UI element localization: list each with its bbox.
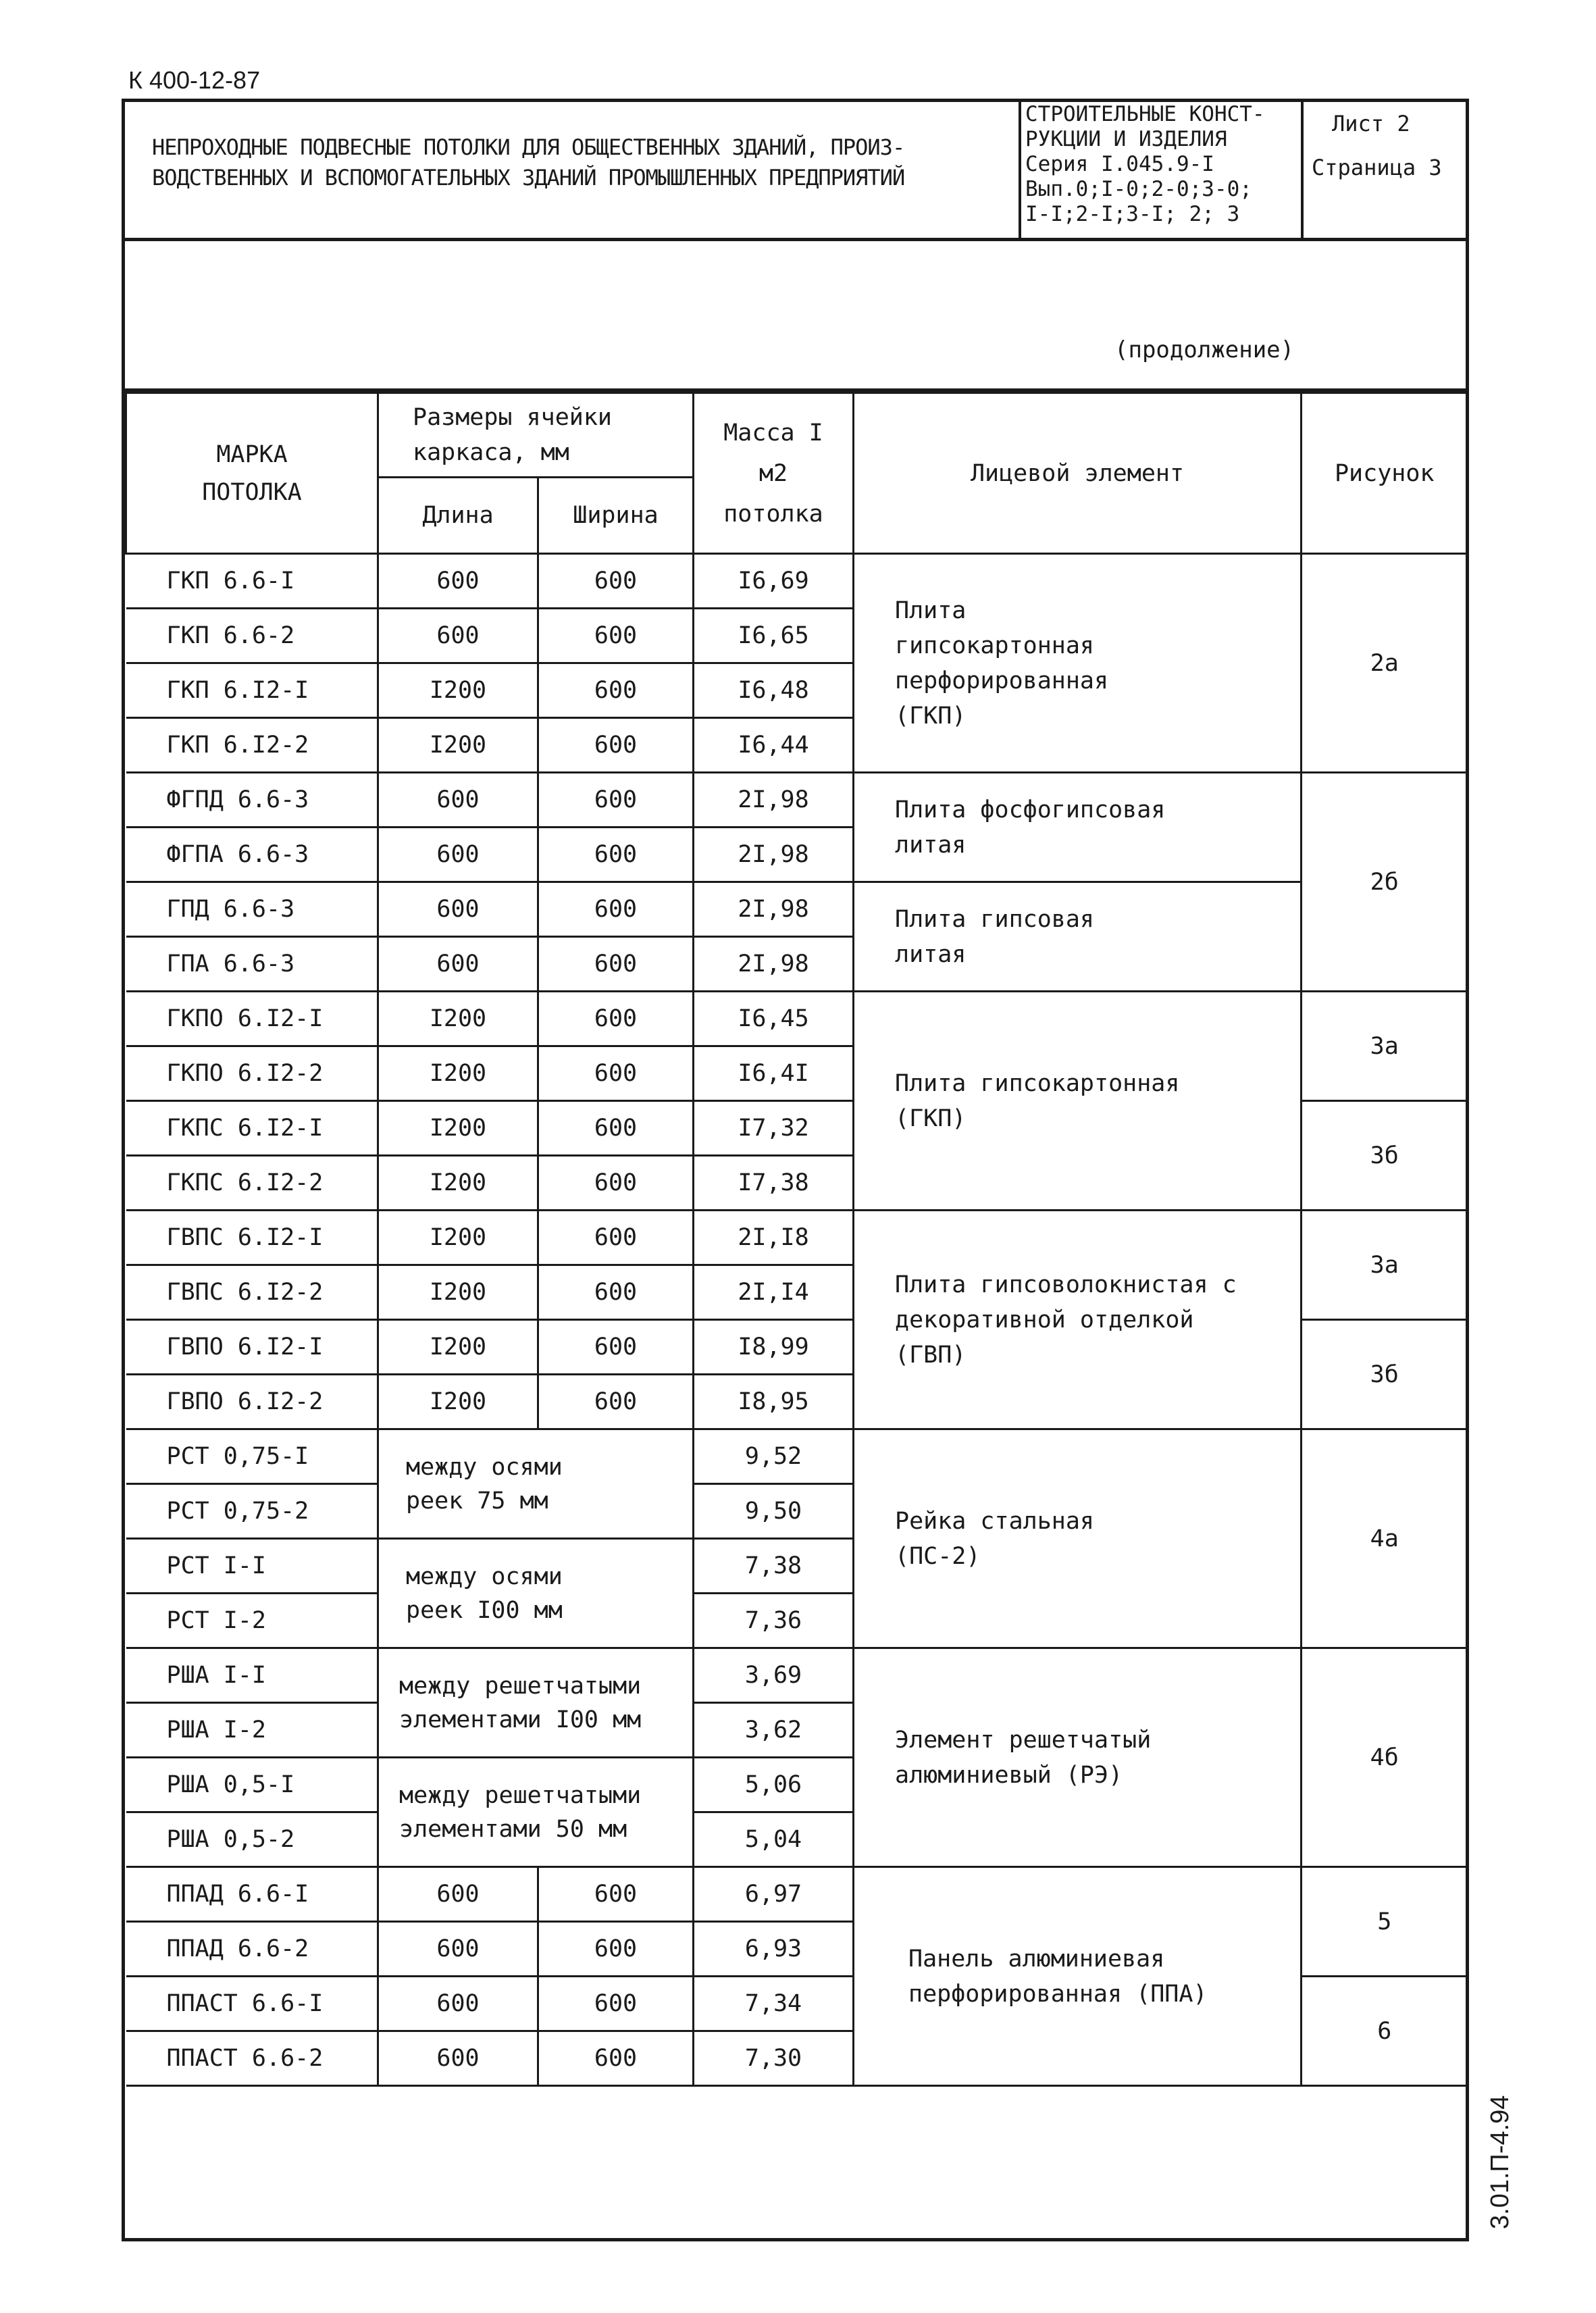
face-element-cell: Элемент решетчатый алюминиевый (РЭ) xyxy=(854,1648,1302,1867)
face-element-cell: Рейка стальная (ПС-2) xyxy=(854,1429,1302,1648)
mark-cell: ГКП 6.I2-I xyxy=(126,663,378,718)
length-cell: 600 xyxy=(378,609,538,663)
mass-cell: 2I,98 xyxy=(694,882,854,937)
series-line-4: Вып.0;I-0;2-0;3-0; xyxy=(1025,177,1252,201)
mass-cell: I7,32 xyxy=(694,1101,854,1156)
mass-cell: 3,69 xyxy=(694,1648,854,1703)
face-element-cell: Панель алюминиевая перфорированная (ППА) xyxy=(854,1867,1302,2086)
mass-cell: 2I,I8 xyxy=(694,1211,854,1265)
series-line-5: I-I;2-I;3-I; 2; 3 xyxy=(1025,202,1240,226)
face-element-cell: Плита гипсокартонная перфорированная (ГКП) xyxy=(854,554,1302,773)
length-cell: I200 xyxy=(378,992,538,1046)
figure-cell: 3а xyxy=(1302,992,1467,1101)
mass-cell: I8,95 xyxy=(694,1375,854,1429)
length-cell: I200 xyxy=(378,718,538,773)
mass-cell: 6,93 xyxy=(694,1922,854,1977)
mark-cell: ГКП 6.6-I xyxy=(126,554,378,609)
table-row xyxy=(126,554,1467,609)
width-cell: 600 xyxy=(538,828,694,882)
series-cell xyxy=(1019,102,1304,238)
document-title xyxy=(152,132,1125,193)
continued-label: (продолжение) xyxy=(1114,336,1295,363)
document-code: К 400-12-87 xyxy=(128,66,261,94)
length-cell: I200 xyxy=(378,1375,538,1429)
mark-cell: ГВПО 6.I2-I xyxy=(126,1320,378,1375)
width-cell: 600 xyxy=(538,609,694,663)
mark-cell: ФГПД 6.6-3 xyxy=(126,773,378,828)
header-figure: Рисунок xyxy=(1302,393,1467,554)
mark-cell: ГПА 6.6-3 xyxy=(126,937,378,992)
length-cell: 600 xyxy=(378,882,538,937)
figure-cell: 6 xyxy=(1302,1977,1467,2086)
mark-cell: ГКП 6.I2-2 xyxy=(126,718,378,773)
mark-cell: ГКПС 6.I2-I xyxy=(126,1101,378,1156)
title-line-1: НЕПРОХОДНЫЕ ПОДВЕСНЫЕ ПОТОЛКИ ДЛЯ ОБЩЕСТВЕННЫХ ЗДАНИЙ, ПРОИЗ- xyxy=(152,134,905,160)
mark-cell: ГКПС 6.I2-2 xyxy=(126,1156,378,1211)
figure-cell: 3а xyxy=(1302,1211,1467,1320)
figure-cell: 3б xyxy=(1302,1320,1467,1429)
mark-cell: РСТ I-I xyxy=(126,1539,378,1594)
table-row xyxy=(126,1867,1467,1922)
length-cell: 600 xyxy=(378,554,538,609)
spacing-cell: между осями реек I00 мм xyxy=(378,1539,694,1648)
mass-cell: 2I,98 xyxy=(694,828,854,882)
mark-cell: РША I-2 xyxy=(126,1703,378,1758)
series-line-3: Серия I.045.9-I xyxy=(1025,152,1214,176)
mark-cell: ФГПА 6.6-3 xyxy=(126,828,378,882)
length-cell: 600 xyxy=(378,937,538,992)
mass-cell: 7,30 xyxy=(694,2031,854,2086)
series-line-1: СТРОИТЕЛЬНЫЕ КОНСТ- xyxy=(1025,102,1265,126)
header-face-element: Лицевой элемент xyxy=(854,393,1302,554)
width-cell: 600 xyxy=(538,1156,694,1211)
length-cell: I200 xyxy=(378,1101,538,1156)
mark-cell: РША 0,5-2 xyxy=(126,1812,378,1867)
figure-cell: 4а xyxy=(1302,1429,1467,1648)
sheet-number: Лист 2 xyxy=(1332,111,1410,136)
width-cell: 600 xyxy=(538,1922,694,1977)
table-row xyxy=(126,992,1467,1046)
table-row xyxy=(126,1648,1467,1703)
width-cell: 600 xyxy=(538,1211,694,1265)
face-element-cell: Плита гипсовая литая xyxy=(854,882,1302,992)
mark-cell: ГВПО 6.I2-2 xyxy=(126,1375,378,1429)
width-cell: 600 xyxy=(538,1101,694,1156)
length-cell: 600 xyxy=(378,1922,538,1977)
mass-cell: I6,69 xyxy=(694,554,854,609)
table-row xyxy=(126,882,1467,937)
mark-cell: РСТ 0,75-2 xyxy=(126,1484,378,1539)
width-cell: 600 xyxy=(538,2031,694,2086)
table-row xyxy=(126,1429,1467,1484)
sheet-cell xyxy=(1304,102,1466,238)
series-line-2: РУКЦИИ И ИЗДЕЛИЯ xyxy=(1025,127,1227,151)
header-mark: МАРКА ПОТОЛКА xyxy=(126,393,378,554)
face-element-cell: Плита фосфогипсовая литая xyxy=(854,773,1302,882)
mark-cell: РША 0,5-I xyxy=(126,1758,378,1812)
length-cell: I200 xyxy=(378,1211,538,1265)
mass-cell: 6,97 xyxy=(694,1867,854,1922)
width-cell: 600 xyxy=(538,718,694,773)
spacing-cell: между решетчатыми элементами I00 мм xyxy=(378,1648,694,1758)
figure-cell: 2а xyxy=(1302,554,1467,773)
table-row xyxy=(126,1211,1467,1265)
mass-cell: I6,45 xyxy=(694,992,854,1046)
mass-cell: 7,38 xyxy=(694,1539,854,1594)
width-cell: 600 xyxy=(538,1375,694,1429)
mark-cell: РСТ I-2 xyxy=(126,1594,378,1648)
mark-cell: ППАД 6.6-2 xyxy=(126,1922,378,1977)
mark-cell: ГВПС 6.I2-2 xyxy=(126,1265,378,1320)
header-width: Ширина xyxy=(538,478,694,554)
mark-cell: РША I-I xyxy=(126,1648,378,1703)
mass-cell: 3,62 xyxy=(694,1703,854,1758)
mass-cell: I6,44 xyxy=(694,718,854,773)
mass-cell: I7,38 xyxy=(694,1156,854,1211)
width-cell: 600 xyxy=(538,1320,694,1375)
figure-cell: 3б xyxy=(1302,1101,1467,1211)
length-cell: I200 xyxy=(378,663,538,718)
mass-cell: 7,36 xyxy=(694,1594,854,1648)
mark-cell: ППАСТ 6.6-2 xyxy=(126,2031,378,2086)
length-cell: I200 xyxy=(378,1046,538,1101)
title-line-2: ВОДСТВЕННЫХ И ВСПОМОГАТЕЛЬНЫХ ЗДАНИЙ ПРОМЫШЛЕННЫХ ПРЕДПРИЯТИЙ xyxy=(152,165,905,190)
figure-cell: 2б xyxy=(1302,773,1467,992)
mass-cell: 9,50 xyxy=(694,1484,854,1539)
mass-cell: 2I,98 xyxy=(694,937,854,992)
mass-cell: 2I,I4 xyxy=(694,1265,854,1320)
mark-cell: ППАД 6.6-I xyxy=(126,1867,378,1922)
table-row xyxy=(126,773,1467,828)
width-cell: 600 xyxy=(538,937,694,992)
length-cell: 600 xyxy=(378,828,538,882)
figure-cell: 5 xyxy=(1302,1867,1467,1977)
mark-cell: ППАСТ 6.6-I xyxy=(126,1977,378,2031)
archive-stamp: 3.01.П-4.94 xyxy=(1486,2095,1514,2229)
width-cell: 600 xyxy=(538,882,694,937)
face-element-cell: Плита гипсоволокнистая с декоративной отделкой (ГВП) xyxy=(854,1211,1302,1429)
page-number: Страница 3 xyxy=(1312,155,1442,180)
length-cell: 600 xyxy=(378,2031,538,2086)
mark-cell: ГПД 6.6-3 xyxy=(126,882,378,937)
length-cell: I200 xyxy=(378,1265,538,1320)
width-cell: 600 xyxy=(538,1046,694,1101)
mass-cell: 9,52 xyxy=(694,1429,854,1484)
mass-cell: I6,65 xyxy=(694,609,854,663)
width-cell: 600 xyxy=(538,992,694,1046)
mass-cell: 5,06 xyxy=(694,1758,854,1812)
length-cell: 600 xyxy=(378,1977,538,2031)
length-cell: 600 xyxy=(378,773,538,828)
mark-cell: ГКПО 6.I2-2 xyxy=(126,1046,378,1101)
mass-cell: I6,48 xyxy=(694,663,854,718)
mark-cell: ГКП 6.6-2 xyxy=(126,609,378,663)
mass-cell: I6,4I xyxy=(694,1046,854,1101)
spacing-cell: между решетчатыми элементами 50 мм xyxy=(378,1758,694,1867)
width-cell: 600 xyxy=(538,773,694,828)
title-block xyxy=(125,102,1466,241)
face-element-cell: Плита гипсокартонная (ГКП) xyxy=(854,992,1302,1211)
header-length: Длина xyxy=(378,478,538,554)
mass-cell: 5,04 xyxy=(694,1812,854,1867)
mark-cell: ГКПО 6.I2-I xyxy=(126,992,378,1046)
width-cell: 600 xyxy=(538,1867,694,1922)
header-mass: Масса I м2 потолка xyxy=(694,393,854,554)
spacing-cell: между осями реек 75 мм xyxy=(378,1429,694,1539)
mark-cell: ГВПС 6.I2-I xyxy=(126,1211,378,1265)
mass-cell: 7,34 xyxy=(694,1977,854,2031)
mass-cell: I8,99 xyxy=(694,1320,854,1375)
mark-cell: РСТ 0,75-I xyxy=(126,1429,378,1484)
mass-cell: 2I,98 xyxy=(694,773,854,828)
width-cell: 600 xyxy=(538,1265,694,1320)
length-cell: I200 xyxy=(378,1156,538,1211)
ceiling-table xyxy=(125,392,1467,2087)
length-cell: I200 xyxy=(378,1320,538,1375)
header-cell-size: Размеры ячейки каркаса, мм xyxy=(378,393,694,478)
width-cell: 600 xyxy=(538,1977,694,2031)
figure-cell: 4б xyxy=(1302,1648,1467,1867)
width-cell: 600 xyxy=(538,663,694,718)
width-cell: 600 xyxy=(538,554,694,609)
length-cell: 600 xyxy=(378,1867,538,1922)
